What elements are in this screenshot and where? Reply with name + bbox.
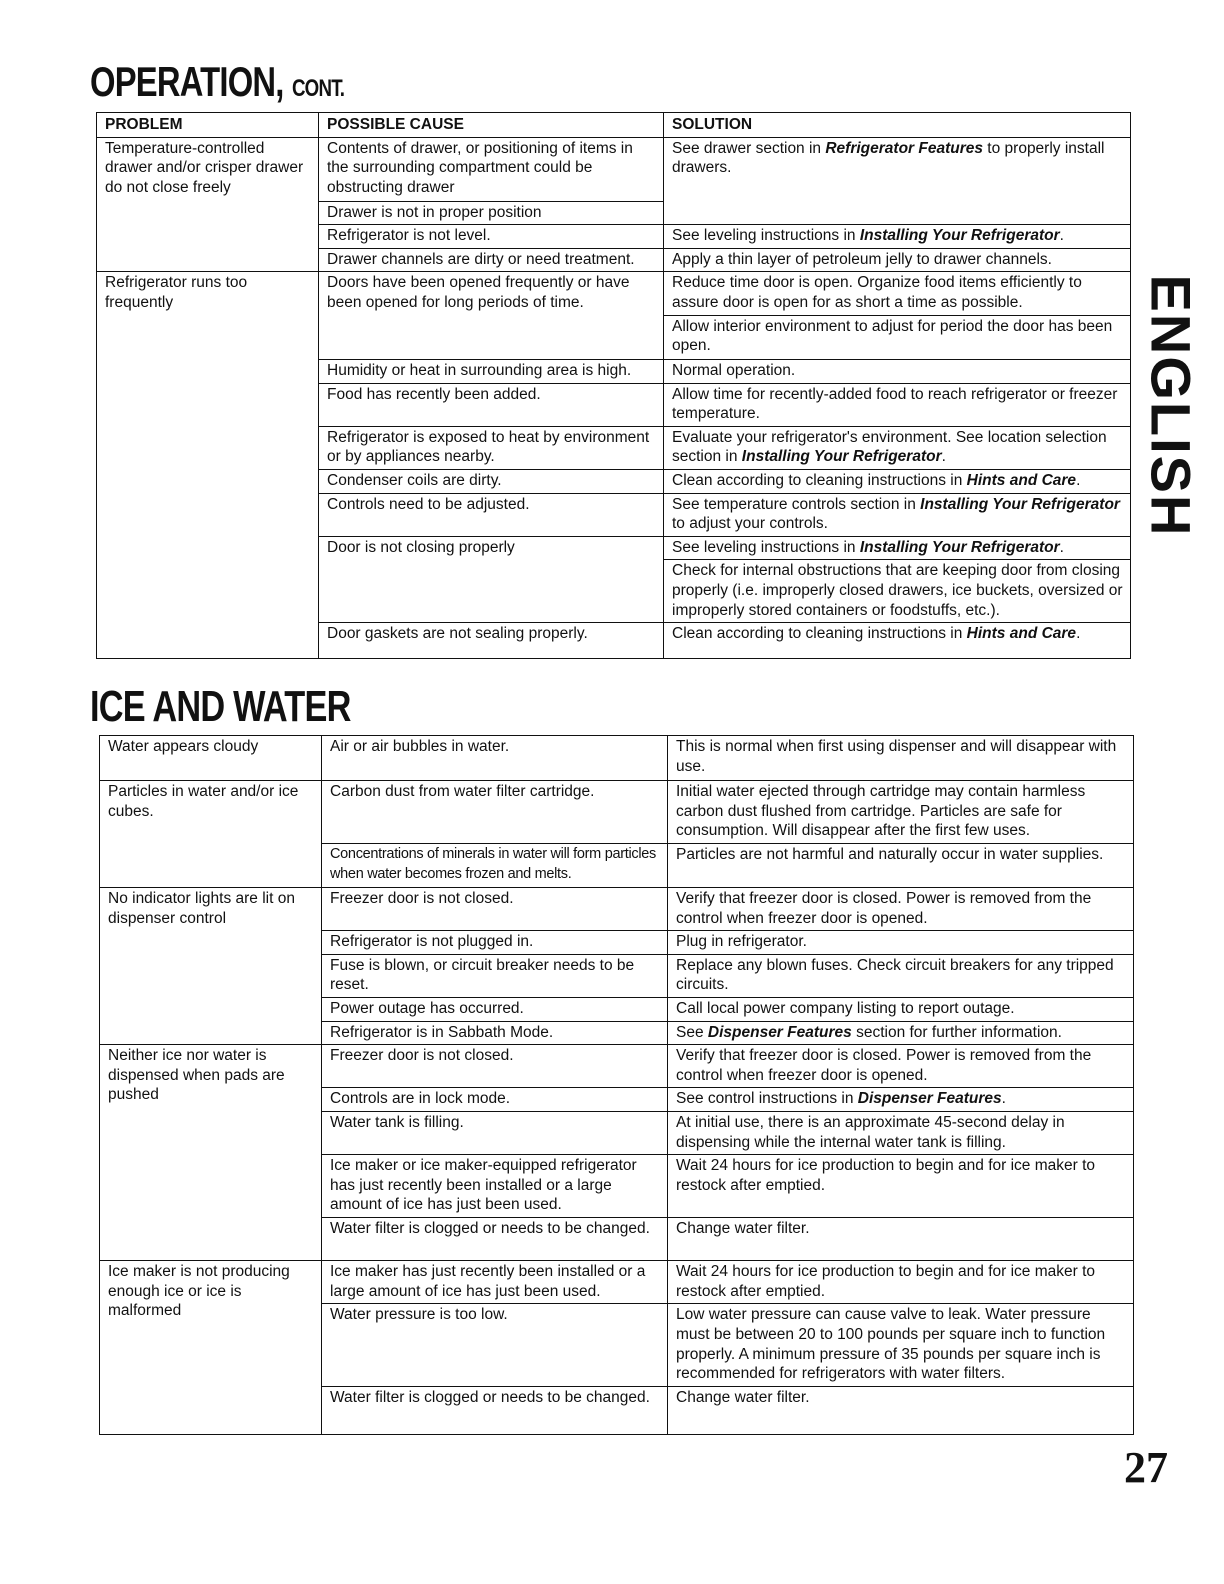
solution-cell: Call local power company listing to report outage. (668, 997, 1134, 1021)
cause-cell: Carbon dust from water filter cartridge. (322, 781, 668, 844)
solution-cell: Clean according to cleaning instructions in Hints and Care. (664, 623, 1131, 659)
side-tab-label: ENGLISH (1139, 274, 1203, 538)
problem-cell: Neither ice nor water is dispensed when pads are pushed (100, 1045, 322, 1261)
solution-cell: Initial water ejected through cartridge may contain harmless carbon dust flushed from cartridge. Particles are safe for consumption. Will disappear after the first few uses. (668, 781, 1134, 844)
solution-cell: At initial use, there is an approximate 45-second delay in dispensing while the internal water tank is filling. (668, 1111, 1134, 1154)
header-solution: SOLUTION (664, 113, 1131, 138)
table-row (100, 736, 1134, 781)
cause-cell: Contents of drawer, or positioning of items in the surrounding compartment could be obstructing drawer (319, 137, 664, 201)
solution-cell: Apply a thin layer of petroleum jelly to drawer channels. (664, 248, 1131, 272)
cause-cell: Ice maker or ice maker-equipped refrigerator has just recently been installed or a large amount of ice has just been used. (322, 1155, 668, 1218)
solution-cell: This is normal when first using dispenser and will disappear with use. (668, 736, 1134, 781)
cause-cell: Freezer door is not closed. (322, 888, 668, 931)
ice-water-troubleshooting-table (99, 735, 1134, 1435)
cause-cell: Water tank is filling. (322, 1111, 668, 1154)
problem-cell: Ice maker is not producing enough ice or ice is malformed (100, 1261, 322, 1435)
solution-cell: Particles are not harmful and naturally occur in water supplies. (668, 844, 1134, 888)
cause-cell: Door is not closing properly (319, 536, 664, 623)
solution-cell: Check for internal obstructions that are keeping door from closing properly (i.e. improperly closed drawers, ice buckets, oversized or improperly stored containers or foodstuffs, etc.). (664, 560, 1131, 623)
solution-cell: Change water filter. (668, 1218, 1134, 1261)
cause-cell: Refrigerator is exposed to heat by environment or by appliances nearby. (319, 426, 664, 469)
table-header-row (97, 113, 1131, 138)
solution-cell: Reduce time door is open. Organize food items efficiently to assure door is open for as short a time as possible. (664, 272, 1131, 315)
table-row (97, 272, 1131, 315)
cause-cell: Fuse is blown, or circuit breaker needs to be reset. (322, 954, 668, 997)
solution-cell: See leveling instructions in Installing Your Refrigerator. (664, 225, 1131, 249)
solution-cell: See temperature controls section in Installing Your Refrigerator to adjust your controls. (664, 493, 1131, 536)
cause-cell: Doors have been opened frequently or have been opened for long periods of time. (319, 272, 664, 359)
solution-cell: Wait 24 hours for ice production to begin and for ice maker to restock after emptied. (668, 1155, 1134, 1218)
table-row (100, 1045, 1134, 1088)
cause-cell: Water pressure is too low. (322, 1304, 668, 1387)
solution-cell: See leveling instructions in Installing Your Refrigerator. (664, 536, 1131, 560)
title-text: OPERATION, (90, 58, 284, 105)
solution-cell: See drawer section in Refrigerator Features to properly install drawers. (664, 137, 1131, 225)
cause-cell: Refrigerator is in Sabbath Mode. (322, 1021, 668, 1045)
section-title-operation (90, 58, 344, 106)
cause-cell: Drawer is not in proper position (319, 201, 664, 225)
page-number: 27 (1124, 1443, 1168, 1492)
solution-cell: Clean according to cleaning instructions in Hints and Care. (664, 469, 1131, 493)
solution-cell: See control instructions in Dispenser Features. (668, 1088, 1134, 1112)
table-row (100, 781, 1134, 844)
cause-cell: Controls need to be adjusted. (319, 493, 664, 536)
solution-cell: Allow time for recently-added food to reach refrigerator or freezer temperature. (664, 383, 1131, 426)
solution-cell: Verify that freezer door is closed. Power is removed from the control when freezer door is opened. (668, 1045, 1134, 1088)
cause-cell: Refrigerator is not plugged in. (322, 931, 668, 955)
problem-cell: Refrigerator runs too frequently (97, 272, 319, 659)
solution-cell: See Dispenser Features section for further information. (668, 1021, 1134, 1045)
problem-cell: No indicator lights are lit on dispenser control (100, 888, 322, 1045)
cause-cell: Concentrations of minerals in water will form particles when water becomes frozen and melts. (322, 844, 668, 888)
cause-cell: Drawer channels are dirty or need treatment. (319, 248, 664, 272)
cause-cell: Door gaskets are not sealing properly. (319, 623, 664, 659)
cause-cell: Air or air bubbles in water. (322, 736, 668, 781)
cause-cell: Food has recently been added. (319, 383, 664, 426)
table-row (97, 137, 1131, 201)
table-row (100, 1261, 1134, 1304)
cause-cell: Condenser coils are dirty. (319, 469, 664, 493)
section-title-ice-and-water: ICE AND WATER (90, 682, 351, 731)
problem-cell: Water appears cloudy (100, 736, 322, 781)
solution-cell: Evaluate your refrigerator's environment. See location selection section in Installing Your Refrigerator. (664, 426, 1131, 469)
solution-cell: Replace any blown fuses. Check circuit breakers for any tripped circuits. (668, 954, 1134, 997)
cause-cell: Water filter is clogged or needs to be changed. (322, 1218, 668, 1261)
table-row (100, 888, 1134, 931)
cause-cell: Water filter is clogged or needs to be changed. (322, 1387, 668, 1435)
language-side-tab (1136, 274, 1206, 538)
solution-cell: Change water filter. (668, 1387, 1134, 1435)
problem-cell: Particles in water and/or ice cubes. (100, 781, 322, 888)
cause-cell: Freezer door is not closed. (322, 1045, 668, 1088)
problem-cell: Temperature-controlled drawer and/or crisper drawer do not close freely (97, 137, 319, 272)
solution-cell: Plug in refrigerator. (668, 931, 1134, 955)
header-problem: PROBLEM (97, 113, 319, 138)
solution-cell: Normal operation. (664, 359, 1131, 383)
cause-cell: Humidity or heat in surrounding area is high. (319, 359, 664, 383)
header-possible-cause: POSSIBLE CAUSE (319, 113, 664, 138)
solution-cell: Wait 24 hours for ice production to begin and for ice maker to restock after emptied. (668, 1261, 1134, 1304)
solution-cell: Low water pressure can cause valve to leak. Water pressure must be between 20 to 100 pounds per square inch to function properly. A minimum pressure of 35 pounds per square inch is recommended for refrigerators with water filters. (668, 1304, 1134, 1387)
cause-cell: Controls are in lock mode. (322, 1088, 668, 1112)
cause-cell: Refrigerator is not level. (319, 225, 664, 249)
title-cont: CONT. (291, 75, 345, 102)
operation-troubleshooting-table (96, 112, 1131, 659)
cause-cell: Power outage has occurred. (322, 997, 668, 1021)
cause-cell: Ice maker has just recently been installed or a large amount of ice has just been used. (322, 1261, 668, 1304)
solution-cell: Verify that freezer door is closed. Power is removed from the control when freezer door is opened. (668, 888, 1134, 931)
solution-cell: Allow interior environment to adjust for period the door has been open. (664, 315, 1131, 359)
